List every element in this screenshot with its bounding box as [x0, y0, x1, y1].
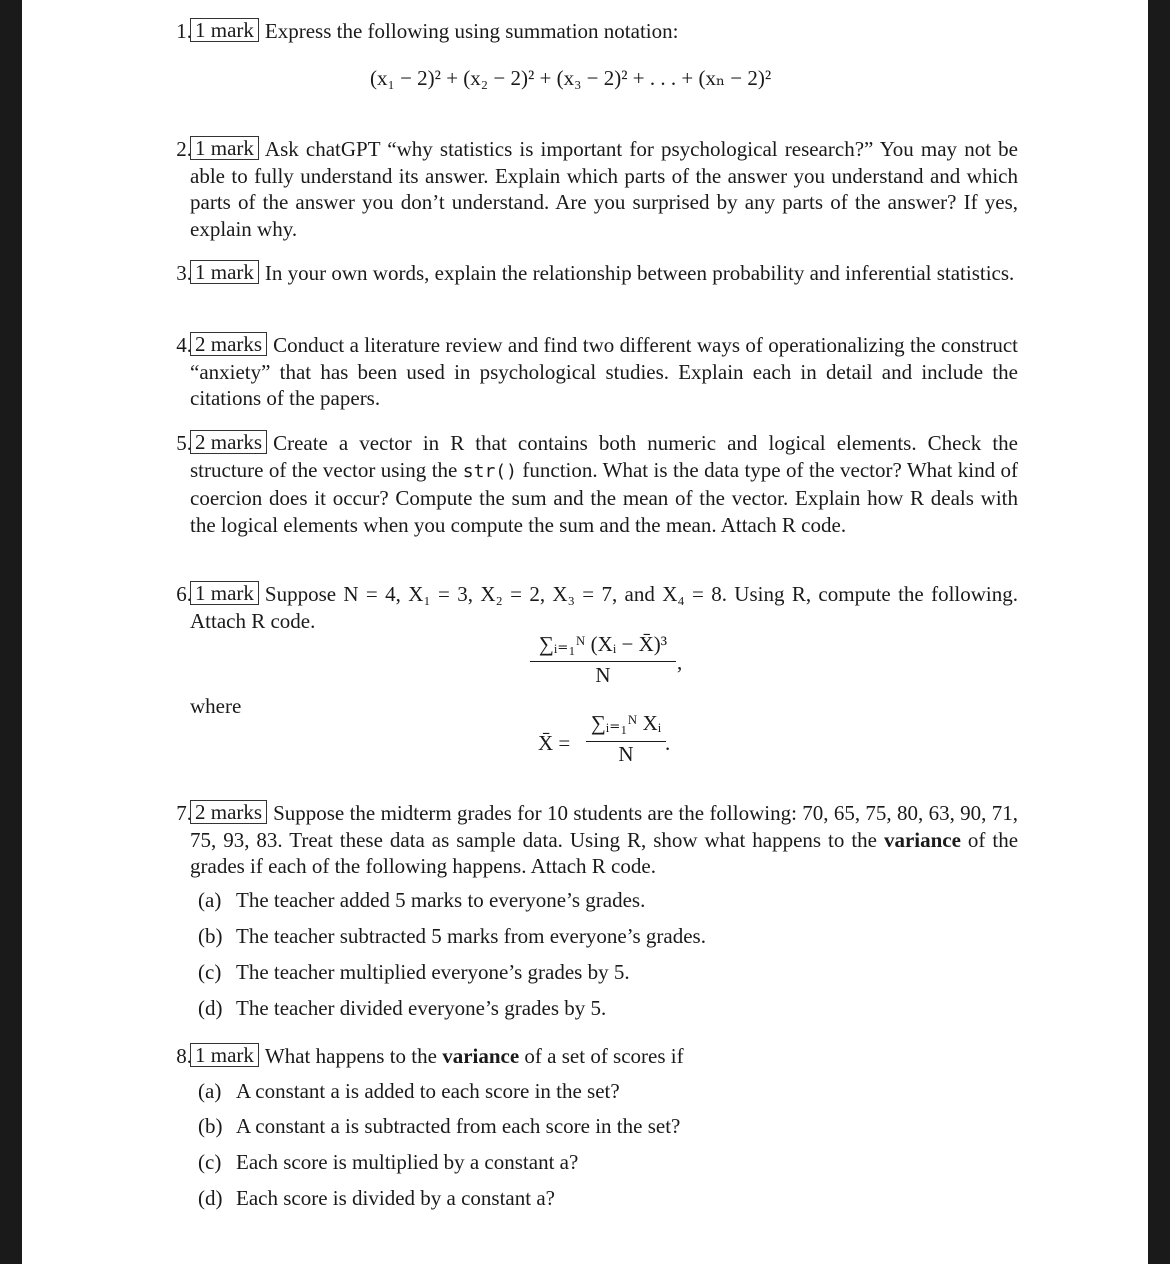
mark-badge: 2 marks: [190, 800, 267, 824]
mark-badge: 2 marks: [190, 332, 267, 356]
mark-badge: 1 mark: [190, 136, 259, 160]
question-number: 1.: [176, 19, 192, 43]
fraction-bar: [530, 661, 676, 662]
question-number: 4.: [176, 333, 192, 357]
question-number: 5.: [176, 431, 192, 455]
mark-badge: 1 mark: [190, 581, 259, 605]
question-number: 2.: [176, 137, 192, 161]
question-text: Ask chatGPT “why statistics is important for psychological research?” You may not be able to fully understand its answer. Explain which parts of the answer you understand and which parts of the answer you don’t understand. Are you surprised by any parts of the answer? If yes, explain why.: [190, 137, 1018, 241]
bold-term: variance: [442, 1044, 520, 1068]
mark-badge: 1 mark: [190, 1043, 259, 1067]
question-text: Suppose N = 4, X₁ = 3, X₂ = 2, X₃ = 7, and X₄ = 8. Using R, compute the following. Attach R code.: [190, 582, 1018, 633]
question-number: 7.: [176, 801, 192, 825]
mean-denominator: N: [618, 742, 634, 766]
question-text: Express the following using summation notation:: [264, 19, 679, 43]
bold-term: variance: [883, 827, 961, 852]
period: .: [665, 731, 671, 755]
question-text: Suppose the midterm grades for 10 students are the following: 70, 65, 75, 80, 63, 90, 71, 75, 93, 83. Treat these data as sample data. Using R, show what happens to the: [190, 801, 1018, 852]
summation-expression: (x₁ − 2)² + (x₂ − 2)² + (x₃ − 2)² + . . . + (xₙ − 2)²: [370, 66, 772, 90]
list-item: (c) Each score is multiplied by a constant a?: [198, 1150, 579, 1174]
question-number: 6.: [176, 582, 192, 606]
mean-lhs: X̄ =: [538, 731, 571, 755]
list-item: (a) A constant a is added to each score in the set?: [198, 1079, 620, 1103]
mark-badge: 1 mark: [190, 18, 259, 42]
skewness-numerator: ∑ᵢ₌₁ᴺ (Xᵢ − X̄)³: [538, 632, 668, 656]
question-number: 8.: [176, 1044, 192, 1068]
question-text-continued: of a set of scores if: [524, 1044, 684, 1068]
list-item: (a) The teacher added 5 marks to everyone’s grades.: [198, 888, 646, 912]
question-text: In your own words, explain the relationship between probability and inferential statistics.: [264, 261, 1015, 285]
mark-badge: 1 mark: [190, 260, 259, 284]
question-text-continued: function. What is the data type of the vector? What kind of coercion does it occur? Compute the sum and the mean of the vector. Explain how R deals with the logical elements when you compute the sum and the mean. Attach R code.: [190, 457, 1018, 537]
mean-numerator: ∑ᵢ₌₁ᴺ Xᵢ: [590, 711, 662, 735]
list-item: (d) Each score is divided by a constant a?: [198, 1186, 555, 1210]
list-item: (d) The teacher divided everyone’s grades by 5.: [198, 996, 607, 1020]
question-text: Conduct a literature review and find two different ways of operationalizing the construct “anxiety” that has been used in psychological studies. Explain each in detail and include the citations of the papers.: [190, 333, 1018, 410]
question-number: 3.: [176, 261, 192, 285]
mark-badge: 2 marks: [190, 430, 267, 454]
question-text-continued: of the grades if each of the following happens. Attach R code.: [190, 827, 1019, 878]
comma: ,: [677, 650, 683, 674]
document-page: 1. 1 mark Express the following using summation notation: (x₁ − 2)² + (x₂ − 2)² + (x₃ − 2)² + . . . + (xₙ − 2)² 2. 1 mark Ask chatGPT “why statistics is important for psychological research?” You may not be able to fully understand its answer. Explain which parts of the answer you understand and which parts of the answer you don’t understand. Are you surprised by any parts of the answer? If yes, explain why. 3. 1 mark In your own words, explain the relationship between probability and inferential statistics. 4. 2 marks Conduct a literature review and find two different ways of operationalizing the construct “anxiety” that has been used in psychological studies. Explain each in detail and include the citations of the papers. 5. 2 marks Create a vector in R that contains both numeric and logical elements. Check the structure of the vector using the str() function. What is the data type of the vector? What kind of coercion does it occur? Compute the sum and the mean of the vector. Explain how R deals with the logical elements when you compute the sum and the mean. Attach R code. 6. 1 mark Suppose N = 4, X₁ = 3, X₂ = 2, X₃ = 7, and X₄ = 8. Using R, compute the following. Attach R code. ∑ᵢ₌₁ᴺ (Xᵢ − X̄)³ N , where X̄ = ∑ᵢ₌₁ᴺ Xᵢ N . 7. 2 marks Suppose the midterm grades for 10 students are the following: 70, 65, 75, 80, 63, 90, 71, 75, 93, 83. Treat these data as sample data. Using R, show what happens to the variance of the grades if each of the following happens. Attach R code. (a) The teacher added 5 marks to everyone’s grades. (b) The teacher subtracted 5 marks from everyone’s grades. (c) The teacher multiplied everyone’s grades by 5. (d) The teacher divided everyone’s grades by 5. 8. 1 mark What happens to the variance of a set of scores if (a) A constant a is added to each score in the set? (b) A constant a is subtracted from each score in the set? (c) Each score is multiplied by a constant a? (d) Each score is divided by a constant a?: [22, 0, 1148, 1264]
list-item: (c) The teacher multiplied everyone’s grades by 5.: [198, 960, 630, 984]
question-text: What happens to the: [264, 1044, 437, 1068]
list-item: (b) A constant a is subtracted from each score in the set?: [198, 1114, 681, 1138]
list-item: (b) The teacher subtracted 5 marks from everyone’s grades.: [198, 924, 706, 948]
skewness-denominator: N: [595, 663, 611, 687]
code-snippet: str(): [462, 460, 517, 482]
question-text: Create a vector in R that contains both numeric and logical elements. Check the structure of the vector using the: [190, 431, 1018, 482]
